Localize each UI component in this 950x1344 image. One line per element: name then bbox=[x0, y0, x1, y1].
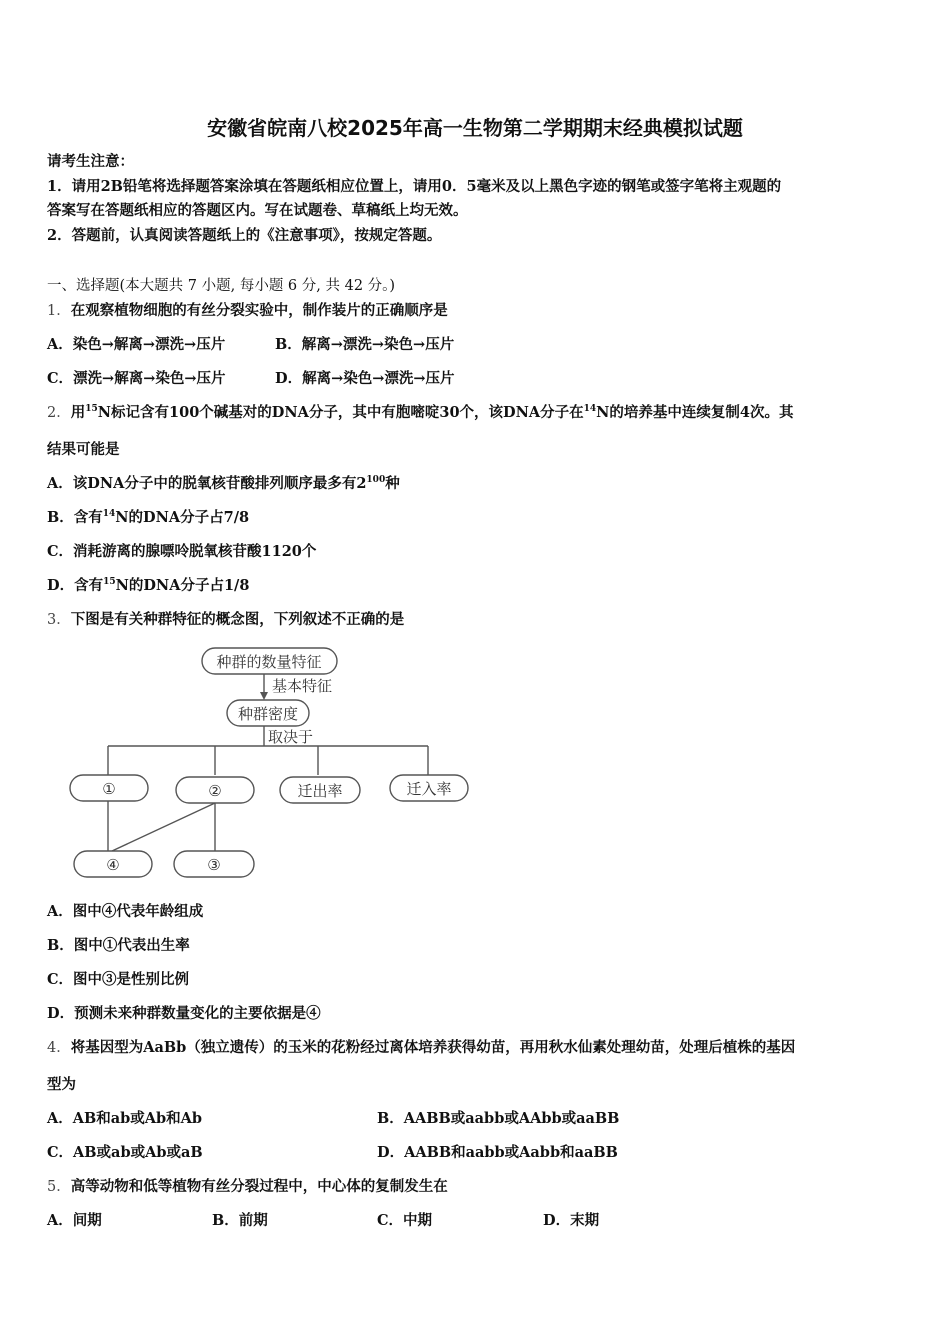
population-concept-diagram bbox=[60, 642, 490, 887]
question-stem: 下图是有关种群特征的概念图，下列叙述不正确的是 bbox=[70, 611, 405, 628]
notice-heading: 请考生注意： bbox=[47, 153, 134, 170]
question-stem: 将基因型为AaBb（独立遗传）的玉米的花粉经过离体培养获得幼苗，再用秋水仙素处理幼苗，处理后植株的基因 bbox=[70, 1039, 796, 1056]
page-title: 安徽省皖南八校2025年高一生物第二学期期末经典模拟试题 bbox=[207, 116, 743, 140]
q3-option-b: B．图中①代表出生率 bbox=[47, 937, 190, 954]
q2-option-b bbox=[47, 508, 249, 528]
q2-option-c: C．消耗游离的腺嘌呤脱氧核苷酸1120个 bbox=[47, 543, 317, 560]
q3-option-d: D．预测未来种群数量变化的主要依据是④ bbox=[47, 1005, 321, 1022]
diagram-label-top: 种群的数量特征 bbox=[216, 653, 322, 671]
superscript: 100 bbox=[366, 475, 386, 486]
q5-option-c: C．中期 bbox=[377, 1212, 433, 1229]
question-stem-part: 用 bbox=[70, 404, 86, 421]
question-stem-part: N的培养基中连续复制4次。其 bbox=[596, 404, 794, 421]
option-text: N的DNA分子占7/8 bbox=[115, 509, 250, 526]
diagram-label-1: ① bbox=[102, 780, 116, 798]
q4-option-c: C．AB或ab或Ab或aB bbox=[47, 1144, 203, 1161]
question-5 bbox=[47, 1177, 448, 1197]
question-3 bbox=[47, 610, 404, 630]
option-text: B．含有 bbox=[47, 509, 103, 526]
diagram-label-emigration: 迁出率 bbox=[297, 782, 343, 800]
question-4 bbox=[47, 1038, 795, 1058]
arrow-head bbox=[260, 692, 268, 700]
question-stem-part: N标记含有100个碱基对的DNA分子，其中有胞嘧啶30个，该DNA分子在 bbox=[97, 404, 584, 421]
question-number: 1． bbox=[47, 303, 71, 319]
q2-option-d bbox=[47, 576, 249, 596]
q1-option-d: D．解离→染色→漂洗→压片 bbox=[275, 370, 455, 387]
q1-option-a: A．染色→解离→漂洗→压片 bbox=[47, 336, 226, 353]
q3-option-a: A．图中④代表年龄组成 bbox=[47, 903, 204, 920]
question-2-line-2: 结果可能是 bbox=[47, 441, 120, 458]
question-number: 2． bbox=[47, 405, 71, 421]
diagram-label-immigration: 迁入率 bbox=[406, 780, 452, 798]
q5-option-d: D．末期 bbox=[543, 1212, 600, 1229]
q5-option-a: A．间期 bbox=[47, 1212, 102, 1229]
q2-option-a bbox=[47, 474, 400, 494]
notice-line-1: 1．请用2B铅笔将选择题答案涂填在答题纸相应位置上，请用0．5毫米及以上黑色字迹的钢笔或签字笔将主观题的 bbox=[47, 178, 782, 195]
superscript: 15 bbox=[85, 404, 98, 415]
question-number: 4． bbox=[47, 1040, 71, 1056]
q4-option-b: B．AABB或aabb或AAbb或aaBB bbox=[377, 1110, 620, 1127]
section-heading: 一、选择题(本大题共 7 小题, 每小题 6 分, 共 42 分。) bbox=[47, 278, 396, 294]
question-2 bbox=[47, 403, 794, 423]
option-text: 种 bbox=[385, 475, 400, 492]
option-text: A．该DNA分子中的脱氧核苷酸排列顺序最多有2 bbox=[47, 475, 367, 492]
question-number: 3． bbox=[47, 612, 71, 628]
q1-option-b: B．解离→漂洗→染色→压片 bbox=[275, 336, 455, 353]
diagram-label-4: ④ bbox=[106, 856, 120, 874]
q3-option-c: C．图中③是性别比例 bbox=[47, 971, 190, 988]
diagram-label-arrow2: 取决于 bbox=[268, 728, 314, 746]
diagram-label-3: ③ bbox=[207, 856, 221, 874]
notice-line-1b: 答案写在答题纸相应的答题区内。写在试题卷、草稿纸上均无效。 bbox=[47, 202, 468, 219]
diagram-label-2: ② bbox=[208, 782, 222, 800]
q5-option-b: B．前期 bbox=[212, 1212, 268, 1229]
question-1 bbox=[47, 301, 448, 321]
option-text: D．含有 bbox=[47, 577, 104, 594]
diagram-label-density: 种群密度 bbox=[237, 705, 299, 723]
diagram-label-arrow1: 基本特征 bbox=[272, 677, 333, 695]
question-stem: 在观察植物细胞的有丝分裂实验中，制作装片的正确顺序是 bbox=[70, 302, 448, 319]
option-text: N的DNA分子占1/8 bbox=[115, 577, 250, 594]
superscript: 14 bbox=[102, 509, 116, 520]
question-number: 5． bbox=[47, 1179, 71, 1195]
superscript: 14 bbox=[583, 404, 597, 415]
question-4-line-2: 型为 bbox=[47, 1076, 76, 1093]
q1-option-c: C．漂洗→解离→染色→压片 bbox=[47, 370, 226, 387]
superscript: 15 bbox=[103, 577, 116, 588]
notice-line-2: 2．答题前，认真阅读答题纸上的《注意事项》，按规定答题。 bbox=[47, 227, 442, 244]
question-stem: 高等动物和低等植物有丝分裂过程中，中心体的复制发生在 bbox=[70, 1178, 448, 1195]
q4-option-a: A．AB和ab或Ab和Ab bbox=[47, 1110, 203, 1127]
q4-option-d: D．AABB和aabb或Aabb和aaBB bbox=[377, 1144, 618, 1161]
